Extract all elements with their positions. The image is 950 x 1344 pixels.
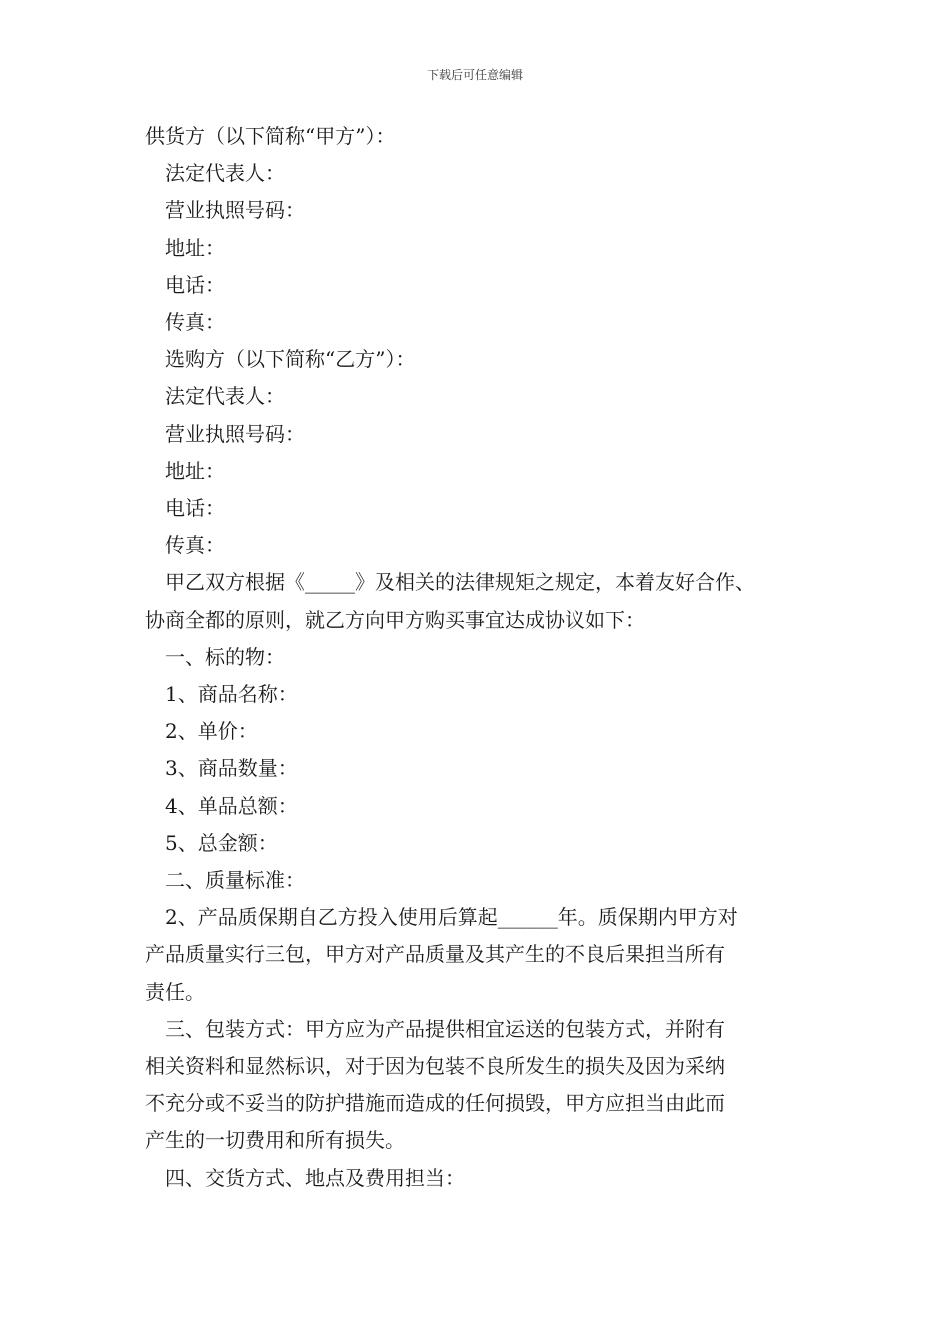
party-a-legal-rep: 法定代表人：	[165, 161, 285, 186]
section-3-line-2: 相关资料和显然标识，对于因为包装不良所发生的损失及因为采纳	[145, 1054, 725, 1079]
party-b-address: 地址：	[165, 458, 225, 483]
section-2-line-1: 2、产品质保期自乙方投入使用后算起______年。质保期内甲方对	[165, 905, 738, 930]
party-b-fax: 传真：	[165, 533, 225, 558]
section-4-title: 四、交货方式、地点及费用担当：	[165, 1165, 465, 1190]
section-3-line-4: 产生的一切费用和所有损失。	[145, 1128, 405, 1153]
party-a-fax: 传真：	[165, 310, 225, 335]
party-a-address: 地址：	[165, 235, 225, 260]
party-a-phone: 电话：	[165, 272, 225, 297]
section-2-line-2: 产品质量实行三包，甲方对产品质量及其产生的不良后果担当所有	[145, 942, 725, 967]
section-2-line-3: 责任。	[145, 979, 205, 1004]
section-3-line-1: 三、包装方式：甲方应为产品提供相宜运送的包装方式，并附有	[165, 1016, 725, 1041]
preamble-line-2: 协商全都的原则，就乙方向甲方购买事宜达成协议如下：	[145, 607, 645, 632]
section-1-item: 5、总金额：	[165, 830, 278, 855]
section-1-item: 2、单价：	[165, 719, 258, 744]
section-1-item: 3、商品数量：	[165, 756, 298, 781]
section-1-title: 一、标的物：	[165, 644, 285, 669]
party-b-heading: 选购方（以下简称“乙方”）：	[165, 347, 416, 372]
section-3-line-3: 不充分或不妥当的防护措施而造成的任何损毁，甲方应担当由此而	[145, 1091, 725, 1116]
party-a-license-no: 营业执照号码：	[165, 198, 305, 223]
party-b-license-no: 营业执照号码：	[165, 421, 305, 446]
page-header-note: 下载后可任意编辑	[426, 68, 523, 82]
preamble-line-1: 甲乙双方根据《_____》及相关的法律规矩之规定，本着友好合作、	[165, 570, 755, 595]
section-2-title: 二、质量标准：	[165, 868, 305, 893]
section-1-item: 1、商品名称：	[165, 682, 298, 707]
party-a-heading: 供货方（以下简称“甲方”）：	[145, 124, 396, 148]
section-1-item: 4、单品总额：	[165, 793, 298, 818]
party-b-phone: 电话：	[165, 496, 225, 521]
party-b-legal-rep: 法定代表人：	[165, 384, 285, 409]
contract-body	[145, 118, 825, 1197]
